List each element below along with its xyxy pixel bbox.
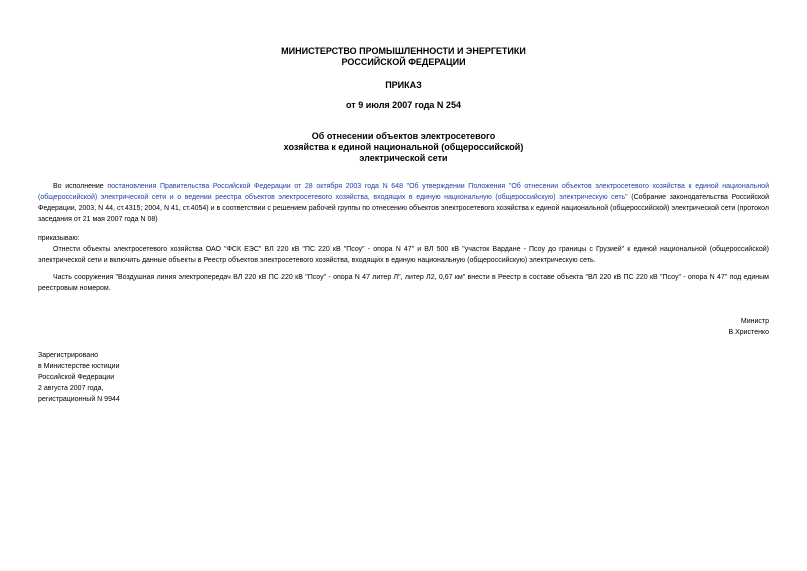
preamble-rest: (Собрание законодательства Российской Федерации, 2003, N 44, ст.4315; 2004, N 41, ст.4054) и в соответствии с решением рабочей группы по отнесению объектов электросетевого хозяйства к единой национальной (общероссийской) электрической сети (протокол заседания от 21 мая 2007 года N 08)	[38, 194, 769, 223]
registration-line-3: Российской Федерации	[38, 374, 115, 381]
orders-word: приказываю:	[38, 235, 80, 242]
registration-line-4: 2 августа 2007 года,	[38, 385, 104, 392]
order-date-heading	[0, 100, 807, 111]
title-line-3: электрической сети	[359, 153, 448, 163]
order-paragraph	[38, 233, 769, 266]
signatory-position: Министр	[740, 318, 769, 325]
registration-line-5: регистрационный N 9944	[38, 396, 120, 403]
registration-line-2: в Министерстве юстиции	[38, 363, 120, 370]
signatory-name: В.Христенко	[728, 329, 769, 336]
order-type: ПРИКАЗ	[385, 80, 422, 90]
preamble-paragraph	[38, 181, 769, 225]
preamble-intro: Во исполнение	[53, 183, 104, 190]
registration-line-1: Зарегистрировано	[38, 352, 98, 359]
government-decree-link[interactable]: постановления Правительства Российской Федерации от 28 октября 2003 года N 648 "Об утверждении Положения "Об отнесении объектов электросетевого хозяйства к единой национальной (общероссийской) электрической сети и о ведении реестра объектов электросетевого хозяйства, входящих в единую национальную (общероссийскую) электрическую сеть"	[38, 183, 769, 201]
title-line-1: Об отнесении объектов электросетевого	[311, 131, 496, 141]
order-item-2: Часть сооружения "Воздушная линия электропередач ВЛ 220 кВ ПС 220 кВ "Псоу" - опора N 47 литер Л", литер Л2, 0,67 км" внести в Реестр в составе объекта "ВЛ 220 кВ ПС 220 кВ "Псоу" - опора N 47" под единым реестровым номером.	[38, 274, 769, 292]
order-item-1: Отнести объекты электросетевого хозяйства ОАО "ФСК ЕЭС" ВЛ 220 кВ "ПС 220 кВ "Псоу" - опора N 47" и ВЛ 500 кВ "участок Вардане - Псоу до границы с Грузией" к единой национальной (общероссийской) электрической сети и включить данные объекты в Реестр объектов электросетевого хозяйства, входящих в единую национальную (общероссийскую) электрическую сеть.	[38, 246, 769, 264]
order-date: от 9 июля 2007 года N 254	[346, 100, 461, 110]
title-line-2: хозяйства к единой национальной (общероссийской)	[283, 142, 524, 152]
order-type-heading	[0, 80, 807, 91]
ministry-line-1: МИНИСТЕРСТВО ПРОМЫШЛЕННОСТИ И ЭНЕРГЕТИКИ	[281, 46, 526, 56]
signature-block	[728, 316, 769, 338]
order-title	[0, 131, 807, 164]
registration-block	[38, 350, 120, 405]
ministry-heading	[0, 46, 807, 68]
ministry-line-2: РОССИЙСКОЙ ФЕДЕРАЦИИ	[341, 57, 466, 67]
order-item-2-paragraph	[38, 272, 769, 294]
